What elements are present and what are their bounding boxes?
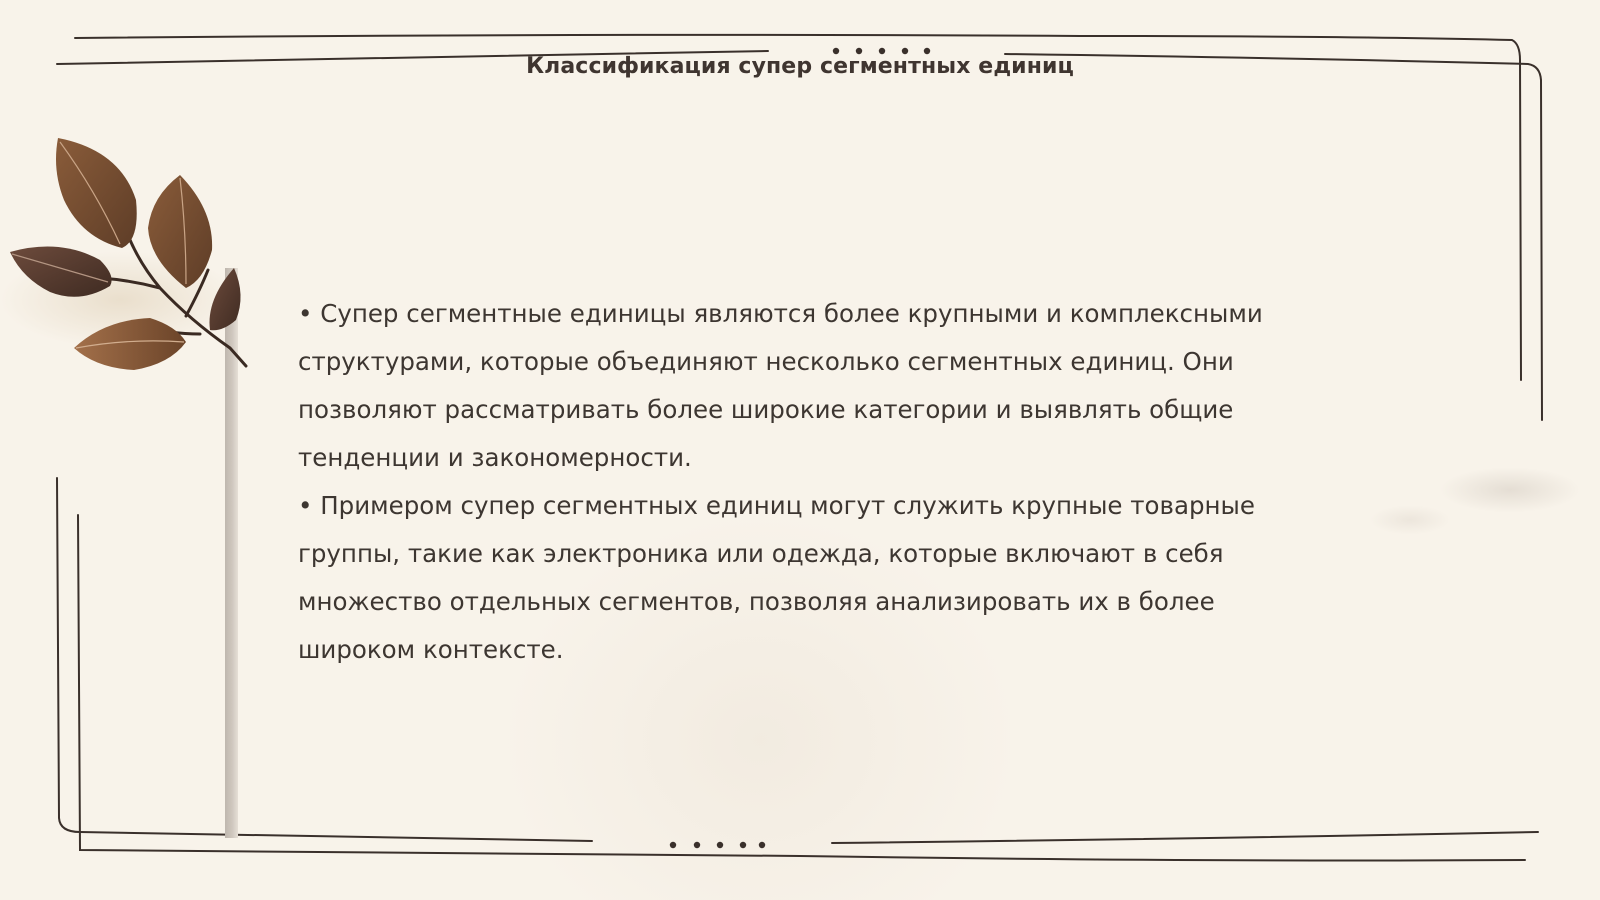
body-text [298, 290, 1298, 674]
page-title: Классификация супер сегментных единиц [526, 54, 1074, 79]
dot-ornament-bottom [670, 842, 765, 848]
leaf-branch-icon [0, 120, 270, 390]
paragraph-2: • Примером супер сегментных единиц могут служить крупные товарные группы, такие как электроника или одежда, которые включают в себя множество отдельных сегментов, позволяя анализировать их в более широком контексте. [298, 491, 1255, 664]
paragraph-1: • Супер сегментные единицы являются более крупными и комплексными структурами, которые объединяют несколько сегментных единиц. Они позволяют рассматривать более широкие категории и выявлять общие тенденции и закономерности. [298, 299, 1263, 472]
